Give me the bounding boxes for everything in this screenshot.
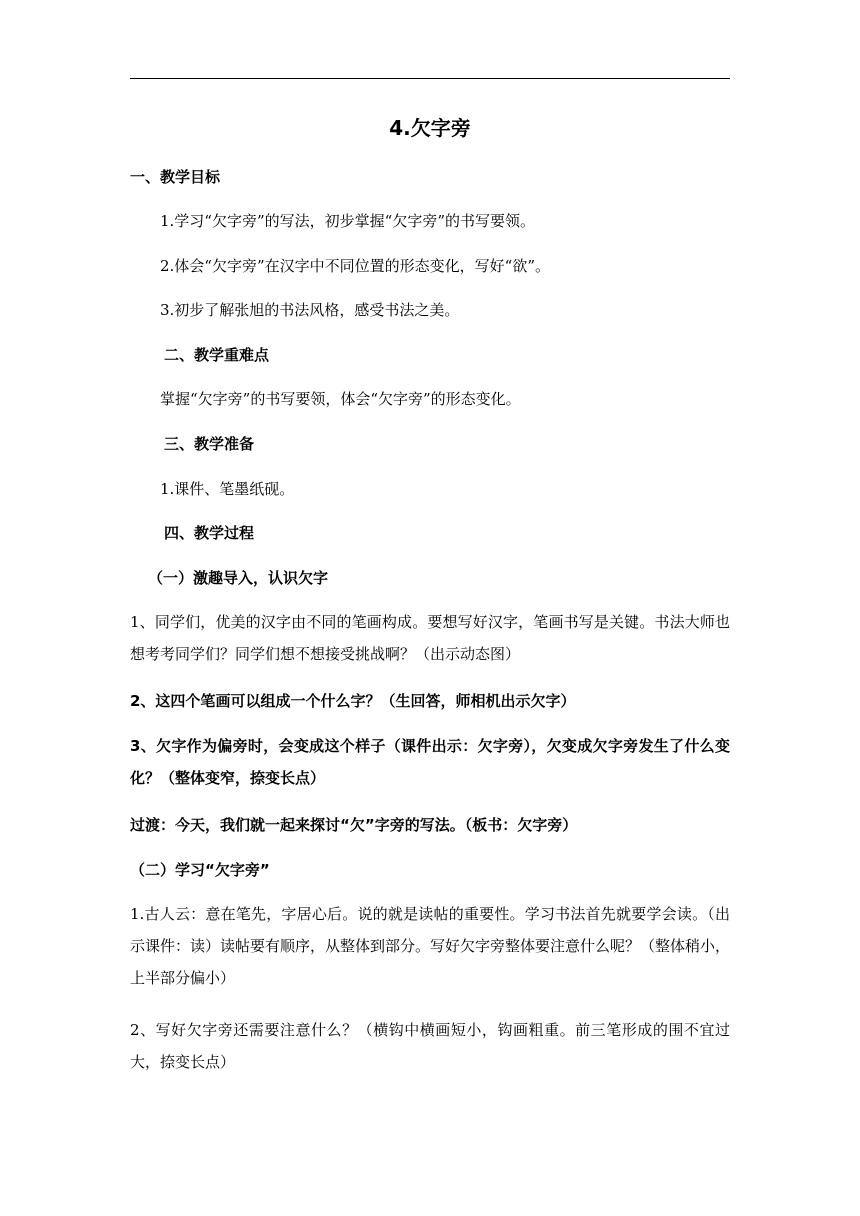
header-rule: [130, 78, 730, 79]
learn-paragraph-1: 1.古人云：意在笔先，字居心后。说的就是读帖的重要性。学习书法首先就要学会读。（出示课件：读）读帖要有顺序，从整体到部分。写好欠字旁整体要注意什么呢？（整体稍小，上半部分偏小）: [130, 905, 731, 987]
intro-paragraph-2: 2、这四个笔画可以组成一个什么字？（生回答，师相机出示欠字）: [130, 692, 576, 710]
preparation-text: 1.课件、笔墨纸砚。: [160, 480, 295, 498]
section-heading-goals: 一、教学目标: [130, 168, 221, 186]
intro-paragraph-3: 3、欠字作为偏旁时，会变成这个样子（课件出示：欠字旁），欠变成欠字旁发生了什么变化？（整体变窄，捺变长点）: [130, 737, 730, 787]
intro-paragraph-1: 1、同学们，优美的汉字由不同的笔画构成。要想写好汉字，笔画书写是关键。书法大师也想考考同学们？同学们想不想接受挑战啊？（出示动态图）: [130, 613, 730, 663]
section-heading-preparation: 三、教学准备: [164, 435, 255, 453]
goal-item-2: 2.体会“欠字旁”在汉字中不同位置的形态变化，写好“欲”。: [160, 257, 550, 275]
page-title: 4.欠字旁: [389, 116, 471, 140]
subsection-heading-learn: （二）学习“欠字旁”: [130, 861, 270, 879]
learn-paragraph-2: 2、写好欠字旁还需要注意什么？（横钩中横画短小，钩画粗重。前三笔形成的围不宜过大，捺变长点）: [130, 1021, 730, 1071]
key-points-text: 掌握“欠字旁”的书写要领，体会“欠字旁”的形态变化。: [160, 390, 521, 408]
goal-item-3: 3.初步了解张旭的书法风格，感受书法之美。: [160, 301, 460, 319]
section-heading-key-points: 二、教学重难点: [164, 346, 270, 364]
subsection-heading-intro: （一）激趣导入，认识欠字: [148, 569, 329, 587]
goal-item-1: 1.学习“欠字旁”的写法，初步掌握“欠字旁”的书写要领。: [160, 212, 535, 230]
section-heading-process: 四、教学过程: [164, 524, 255, 542]
transition-text: 过渡：今天，我们就一起来探讨“欠”字旁的写法。（板书：欠字旁）: [130, 816, 578, 834]
